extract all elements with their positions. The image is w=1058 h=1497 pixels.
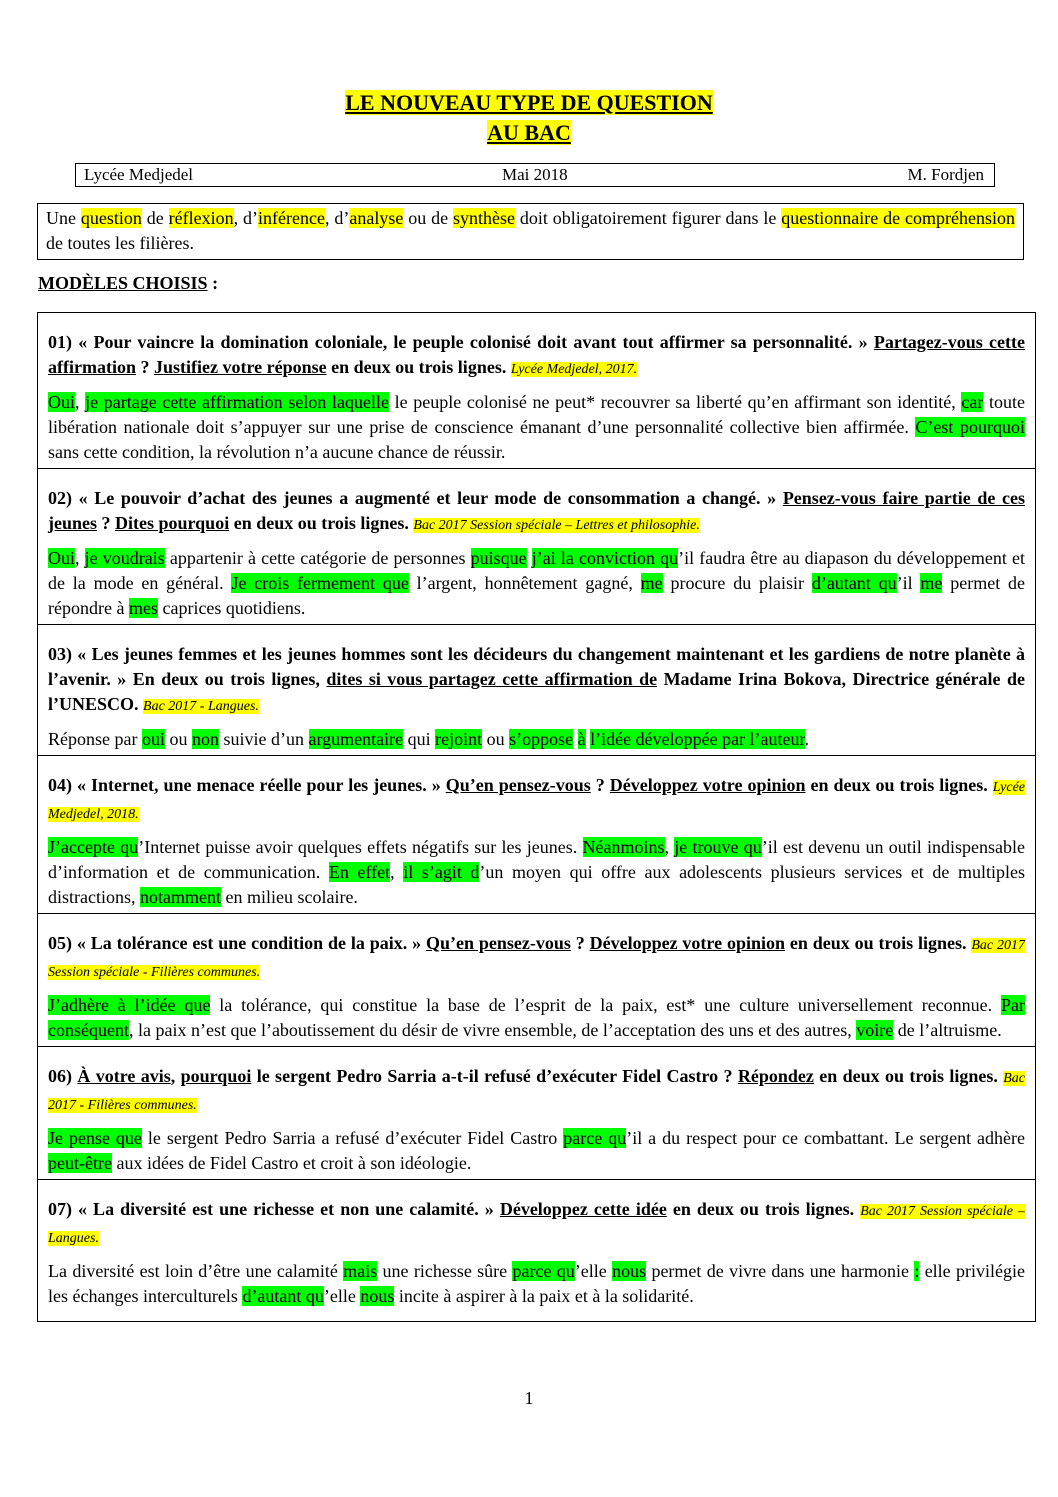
connector-highlight: parce qu (563, 1128, 627, 1148)
answer-5 (48, 993, 1025, 1043)
question-instruction: Développez cette idée (499, 1199, 667, 1219)
question-2: 02) « Le pouvoir d’achat des jeunes a augmenté et leur mode de consommation a changé. » Pensez-vous faire partie de ces jeunes ? Dites pourquoi en deux ou trois lignes. Bac 2017 Session spéciale – Lettres et philosophie. (48, 488, 1026, 533)
connector-highlight: voire (856, 1020, 894, 1040)
answer-text: , (390, 862, 404, 882)
model-item-5 (38, 914, 1035, 1047)
connector-highlight: me (640, 573, 663, 593)
answer-text: ’un moyen qui offre aux adolescents plusieurs services et de multiples distractions, (48, 862, 1025, 907)
answer-text: . (804, 729, 810, 749)
answer-text: le peuple colonisé ne peut* recouvrer sa liberté qu’en affirmant son identité, (388, 392, 962, 412)
intro-box (37, 203, 1024, 260)
intro-highlight: synthèse (453, 208, 516, 228)
question-text: , (170, 1066, 181, 1086)
connector-highlight: Je pense que (48, 1128, 142, 1148)
section-heading-colon: : (207, 273, 219, 293)
connector-highlight: Oui (48, 548, 75, 568)
connector-highlight: non (192, 729, 219, 749)
connector-highlight: je partage cette affirmation selon laquelle (85, 392, 389, 412)
question-text: le sergent Pedro Sarria a-t-il refusé d’exécuter Fidel Castro ? (251, 1066, 738, 1086)
connector-highlight: C’est pourquoi (915, 417, 1025, 437)
connector-highlight: mes (128, 598, 158, 618)
question-source: Bac 2017 Session spéciale - Filières communes (48, 938, 1025, 980)
answer-text: ’Internet puisse avoir quelques effets négatifs sur les jeunes. (138, 837, 583, 857)
intro-text: Une (46, 208, 81, 228)
intro-text: , d’ (324, 208, 350, 228)
question-text: 03) « Les jeunes femmes et les jeunes hommes sont les décideurs du changement maintenant et les gardiens de notre planète à l’avenir. » En deux ou trois lignes, (48, 644, 1025, 689)
question-text: en deux ou trois lignes. (784, 933, 972, 953)
question-source: Bac 2017 - Langues (143, 699, 256, 714)
question-source: Bac 2017 - Filières communes (48, 1071, 1026, 1113)
question-text: en deux ou trois lignes. (805, 775, 993, 795)
question-instruction: dites si vous partagez cette affirmation de (326, 669, 658, 689)
intro-text: , d’ (233, 208, 259, 228)
answer-text: suivie d’un (219, 729, 309, 749)
connector-highlight: nous (612, 1261, 647, 1281)
answer-text: ’il a du respect pour ce combattant. Le sergent adhère (626, 1128, 1026, 1148)
question-text: en deux ou trois lignes. (326, 357, 511, 377)
answer-text: ’il est devenu un outil indispensable d’information et de communication. (48, 837, 1025, 882)
section-heading-text: MODÈLES CHOISIS (38, 273, 208, 293)
connector-highlight: Oui (48, 392, 75, 412)
document-date: Mai 2018 (502, 165, 568, 184)
answer-text: incite à aspirer à la paix et à la solidarité. (394, 1286, 694, 1306)
intro-text: de (141, 208, 169, 228)
connector-highlight: mais (343, 1261, 378, 1281)
question-text: 02) « Le pouvoir d’achat des jeunes a augmenté et leur mode de consommation a changé. » (48, 488, 783, 508)
question-text: ? (590, 775, 610, 795)
connector-highlight: En effet (328, 862, 391, 882)
answer-text: aux idées de Fidel Castro et croit à son idéologie. (111, 1153, 472, 1173)
answer-text: procure du plaisir (662, 573, 812, 593)
answer-text: l’argent, honnêtement gagné, (408, 573, 641, 593)
connector-highlight: d’autant qu (242, 1286, 324, 1306)
question-instruction: Justifiez votre réponse (153, 357, 327, 377)
question-1: 01) « Pour vaincre la domination coloniale, le peuple colonisé doit avant tout affirmer sa personnalité. » Partagez-vous cette affirmation ? Justifiez votre réponse en deux ou trois lignes. Lycée Medjedel, 2017. (48, 332, 1025, 377)
answer-text: ’elle (574, 1261, 613, 1281)
intro-text: doit obligatoirement figurer dans le (515, 208, 782, 228)
connector-highlight: puisque (470, 548, 527, 568)
connector-highlight: parce qu (512, 1261, 575, 1281)
header-info-box (75, 163, 995, 187)
model-item-2 (38, 469, 1035, 625)
answer-text: une richesse sûre (377, 1261, 513, 1281)
question-instruction: Développez votre opinion (609, 775, 806, 795)
question-7: 07) « La diversité est une richesse et non une calamité. » Développez cette idée en deux ou trois lignes. Bac 2017 Session spéciale – Langues. (48, 1199, 1025, 1246)
question-text: ? (570, 933, 590, 953)
model-item-1 (38, 313, 1035, 469)
question-text: 04) « Internet, une menace réelle pour les jeunes. » (48, 775, 446, 795)
question-text: ? (97, 513, 115, 533)
intro-highlight: question (80, 208, 142, 228)
school-name: Lycée Medjedel (84, 165, 194, 184)
page-number: 1 (524, 1388, 534, 1408)
intro-text: ou de (403, 208, 454, 228)
connector-highlight: Néanmoins (582, 837, 665, 857)
model-item-6 (38, 1047, 1035, 1180)
question-text: ? (135, 357, 154, 377)
answer-text: elle privilégie les échanges interculturels (48, 1261, 1025, 1306)
question-instruction: Pensez-vous faire partie de ces jeunes (48, 488, 1026, 533)
question-3: 03) « Les jeunes femmes et les jeunes hommes sont les décideurs du changement maintenant et les gardiens de notre planète à l’avenir. » En deux ou trois lignes, dites si vous partagez cette affirmation de Madame Irina Bokova, Directrice générale de l’UNESCO. Bac 2017 - Langues. (48, 644, 1025, 714)
answer-text: en milieu scolaire. (220, 887, 358, 907)
answer-text: appartenir à cette catégorie de personnes (164, 548, 471, 568)
question-source: Lycée Medjedel, 2018 (48, 780, 1025, 822)
connector-highlight: nous (360, 1286, 395, 1306)
connector-highlight: s’oppose (509, 729, 574, 749)
answer-2 (48, 546, 1025, 621)
answer-text: toute libération nationale doit s’appuyer sur une prise de conscience émanant d’une personnalité collective bien affirmée. (48, 392, 1026, 437)
question-text: 06) (48, 1066, 78, 1086)
answer-7 (48, 1259, 1025, 1309)
question-instruction: À votre avis (77, 1066, 171, 1086)
answer-text: ’il (896, 573, 921, 593)
answer-text: , (75, 392, 86, 412)
intro-text: de toutes les filières. (46, 233, 194, 253)
answer-text: , (664, 837, 675, 857)
answer-text: ou (482, 729, 510, 749)
answer-1 (48, 390, 1025, 465)
connector-highlight: oui (141, 729, 165, 749)
connector-highlight: Par conséquent (48, 995, 1026, 1040)
question-text: Madame Irina Bokova, Directrice générale de l’UNESCO. (48, 669, 1025, 714)
answer-6 (48, 1126, 1025, 1176)
intro-highlight: inférence (258, 208, 325, 228)
connector-highlight: l’idée développée par l’auteur (590, 729, 805, 749)
author-name: M. Fordjen (907, 165, 984, 184)
connector-highlight: rejoint (435, 729, 483, 749)
answer-text: sans cette condition, la révolution n’a aucune chance de réussir. (48, 442, 506, 462)
answer-text: ou (165, 729, 192, 749)
question-instruction: pourquoi (180, 1066, 252, 1086)
connector-highlight: il s’agit d (403, 862, 480, 882)
connector-highlight: argumentaire (308, 729, 404, 749)
models-box (37, 312, 1036, 1322)
question-source: Bac 2017 Session spéciale – Lettres et philosophie (413, 518, 697, 533)
document-title (0, 88, 1058, 148)
question-instruction: Partagez-vous cette affirmation (48, 332, 1025, 377)
question-instruction: Répondez (737, 1066, 814, 1086)
answer-text: permet de répondre à (48, 573, 1025, 618)
answer-text: la tolérance, qui constitue la base de l’esprit de la paix, est* une culture universellement reconnue. (210, 995, 1002, 1015)
model-item-4 (38, 756, 1035, 914)
answer-text: ’il faudra être au diapason du développement et de la mode en général. (48, 548, 1026, 593)
question-text: en deux ou trois lignes. (666, 1199, 861, 1219)
answer-text: caprices quotidiens. (157, 598, 306, 618)
question-source: Lycée Medjedel, 2017 (510, 362, 634, 377)
connector-highlight: à (577, 729, 586, 749)
question-text: 01) « Pour vaincre la domination coloniale, le peuple colonisé doit avant tout affirmer sa personnalité. » (48, 332, 874, 352)
connector-highlight: me (920, 573, 943, 593)
question-6: 06) À votre avis, pourquoi le sergent Pedro Sarria a-t-il refusé d’exécuter Fidel Castro ? Répondez en deux ou trois lignes. Bac 2017 - Filières communes. (48, 1066, 1026, 1113)
intro-highlight: analyse (349, 208, 404, 228)
section-heading (38, 271, 218, 295)
intro-highlight: questionnaire de compréhension (781, 208, 1015, 228)
question-text: en deux ou trois lignes. (813, 1066, 1004, 1086)
question-text: 05) « La tolérance est une condition de la paix. » (48, 933, 426, 953)
connector-highlight: car (961, 392, 984, 412)
connector-highlight: je voudrais (84, 548, 165, 568)
answer-text: permet de vivre dans une harmonie (646, 1261, 915, 1281)
question-5: 05) « La tolérance est une condition de la paix. » Qu’en pensez-vous ? Développez votre opinion en deux ou trois lignes. Bac 2017 Session spéciale - Filières communes. (48, 933, 1025, 980)
model-item-7 (38, 1180, 1035, 1321)
answer-text: , la paix n’est que l’aboutissement du désir de vivre ensemble, de l’acceptation des uns et des autres, (128, 1020, 857, 1040)
question-instruction: Qu’en pensez-vous (445, 775, 591, 795)
connector-highlight: j’ai la conviction qu (531, 548, 679, 568)
answer-3 (48, 727, 1025, 752)
question-text: 07) « La diversité est une richesse et non une calamité. » (48, 1199, 500, 1219)
answer-text: ’elle (323, 1286, 361, 1306)
connector-highlight: : (914, 1261, 920, 1281)
connector-highlight: J’accepte qu (48, 837, 139, 857)
title-line-2: AU BAC (487, 120, 571, 145)
answer-text (527, 548, 532, 568)
question-instruction: Développez votre opinion (589, 933, 785, 953)
question-source: Bac 2017 Session spéciale – Langues (48, 1204, 1025, 1246)
answer-text: le sergent Pedro Sarria a refusé d’exécuter Fidel Castro (141, 1128, 564, 1148)
model-item-3 (38, 625, 1035, 756)
connector-highlight: Je crois fermement que (231, 573, 409, 593)
question-text: en deux ou trois lignes. (229, 513, 414, 533)
question-instruction: Dites pourquoi (115, 513, 230, 533)
answer-text: , (75, 548, 85, 568)
connector-highlight: d’autant qu (811, 573, 897, 593)
answer-text: qui (403, 729, 436, 749)
connector-highlight: peut-être (48, 1153, 112, 1173)
answer-text: Réponse par (48, 729, 142, 749)
answer-4 (48, 835, 1025, 910)
answer-text: La diversité est loin d’être une calamité (48, 1261, 344, 1281)
answer-text (573, 729, 578, 749)
connector-highlight: notamment (140, 887, 221, 907)
question-instruction: Qu’en pensez-vous (425, 933, 571, 953)
question-4: 04) « Internet, une menace réelle pour les jeunes. » Qu’en pensez-vous ? Développez votre opinion en deux ou trois lignes. Lycée Medjedel, 2018. (48, 775, 1025, 822)
intro-highlight: réflexion (168, 208, 234, 228)
answer-text: de l’altruisme. (893, 1020, 1002, 1040)
connector-highlight: je trouve qu (674, 837, 762, 857)
title-line-1: LE NOUVEAU TYPE DE QUESTION (345, 90, 713, 115)
connector-highlight: J’adhère à l’idée que (48, 995, 211, 1015)
